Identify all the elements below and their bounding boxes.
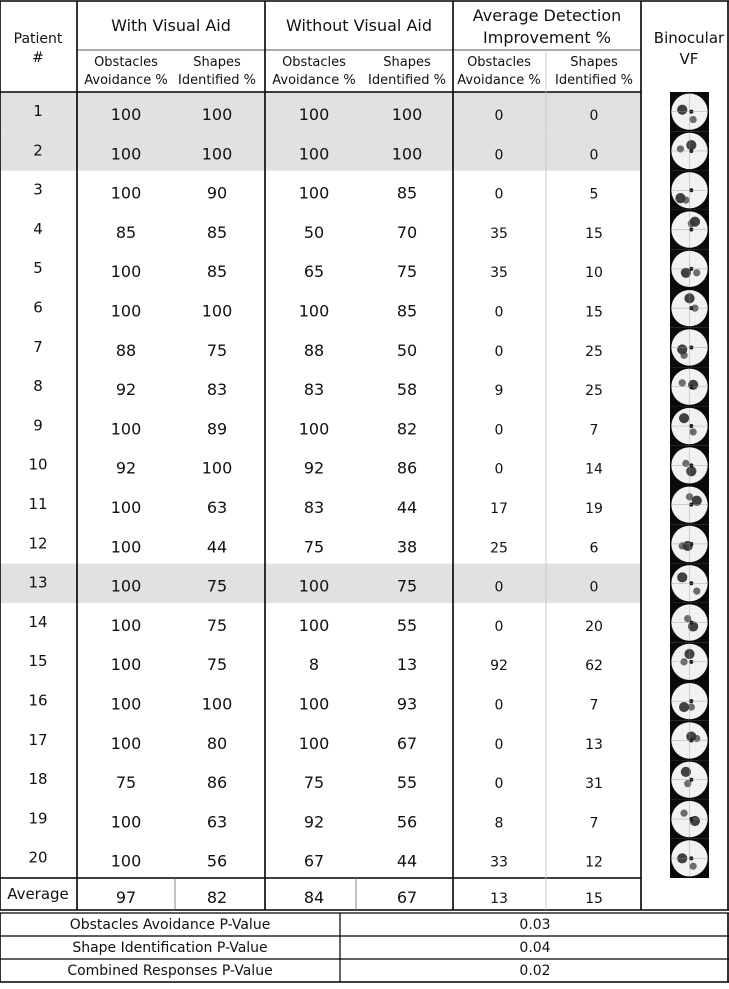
without-aid-obstacles-cell: 83 [303, 498, 325, 517]
with-aid-obstacles-cell: 92 [115, 380, 137, 400]
vf-scotoma [679, 413, 689, 423]
improvement-header: Average Detection [472, 6, 622, 25]
patient-number: 17 [28, 730, 48, 749]
improvement-obstacles-cell: 33 [490, 854, 508, 871]
without-aid-obstacles-cell: 92 [303, 812, 325, 832]
with-aid-shapes-cell: 56 [206, 851, 228, 871]
with-aid-obstacles-cell: 100 [110, 733, 142, 753]
improvement-shapes-cell: 0 [589, 108, 599, 124]
patient-number: 2 [33, 141, 43, 160]
without-aid-shapes-cell: 56 [396, 812, 418, 832]
shapes-subheader-line2: Identified % [368, 73, 446, 88]
without-aid-obstacles-cell: 75 [303, 537, 325, 557]
obstacles-subheader-line2: Avoidance % [272, 73, 356, 88]
p-value: 0.02 [519, 963, 551, 979]
vf-scotoma [688, 220, 695, 227]
without-aid-obstacles-cell: 100 [298, 419, 330, 439]
improvement-shapes-cell: 6 [589, 540, 599, 557]
with-aid-obstacles-cell: 100 [110, 144, 142, 164]
with-aid-obstacles-cell: 92 [115, 458, 137, 478]
p-value-table [67, 917, 550, 979]
table-row [28, 652, 602, 674]
improvement-obstacles-cell: 8 [494, 815, 504, 832]
improvement-obstacles-cell: 25 [490, 540, 508, 557]
p-value-label: Combined Responses P-Value [67, 963, 273, 979]
improvement-shapes-cell: 7 [589, 697, 599, 714]
without-aid-shapes-cell: 67 [396, 733, 418, 753]
average-without-aid-shapes: 67 [396, 888, 418, 907]
shapes-subheader-line2: Identified % [178, 73, 256, 88]
vf-scotoma [690, 428, 697, 435]
improvement-obstacles-cell: 0 [494, 697, 504, 714]
patient-number: 1 [33, 102, 43, 120]
p-value-row [67, 963, 550, 979]
vf-scotoma [693, 269, 700, 276]
with-aid-shapes-cell: 85 [206, 262, 228, 282]
improvement-shapes-cell: 20 [585, 618, 603, 635]
without-aid-shapes-cell: 55 [396, 773, 418, 793]
without-aid-shapes-cell: 50 [396, 340, 418, 360]
with-aid-obstacles-cell: 100 [110, 301, 142, 321]
with-aid-shapes-cell: 86 [206, 773, 228, 793]
binocular-vf-header: Binocular [653, 29, 725, 47]
improvement-shapes-cell: 15 [585, 304, 603, 321]
improvement-shapes-cell: 10 [585, 265, 603, 282]
average-with-aid-obstacles: 97 [115, 888, 137, 907]
improvement-shapes-cell: 12 [585, 854, 603, 871]
improvement-obstacles-cell: 0 [494, 304, 504, 321]
improvement-shapes-cell: 31 [585, 776, 603, 793]
improvement-obstacles-cell: 9 [494, 383, 504, 400]
without-aid-shapes-cell: 93 [396, 694, 418, 714]
with-aid-shapes-cell: 75 [206, 576, 228, 596]
without-aid-obstacles-cell: 83 [303, 380, 325, 400]
table-row [28, 456, 603, 478]
without-aid-shapes-cell: 13 [396, 655, 418, 675]
table-row [33, 338, 603, 360]
average-improvement-obstacles: 13 [490, 891, 508, 907]
improvement-obstacles-cell: 0 [494, 186, 504, 203]
without-aid-obstacles-cell: 100 [298, 576, 330, 596]
table-row [28, 495, 602, 517]
table-header [14, 6, 725, 88]
table-row [28, 613, 602, 635]
binocular-vf-images [670, 92, 709, 878]
average-label: Average [7, 885, 69, 903]
table-row [28, 770, 602, 792]
table-row [28, 809, 598, 831]
with-aid-shapes-cell: 100 [201, 301, 233, 321]
with-aid-shapes-cell: 89 [206, 419, 228, 439]
patient-number: 16 [28, 691, 48, 710]
table-row [28, 692, 598, 714]
with-aid-shapes-cell: 83 [206, 380, 228, 400]
patient-number: 5 [33, 259, 43, 278]
with-aid-obstacles-cell: 100 [110, 183, 142, 203]
table-row [33, 220, 603, 242]
average-improvement-shapes: 15 [585, 891, 603, 907]
table-row [33, 299, 603, 321]
improvement-obstacles-cell: 0 [494, 776, 504, 793]
improvement-obstacles-cell: 0 [494, 108, 504, 124]
improvement-obstacles-cell: 0 [494, 618, 504, 635]
without-aid-obstacles-cell: 100 [298, 694, 330, 714]
vf-scotoma [682, 196, 689, 203]
with-aid-shapes-cell: 75 [206, 615, 228, 635]
with-aid-obstacles-cell: 100 [110, 694, 142, 714]
vf-scotoma [680, 810, 687, 817]
p-value-label: Shape Identification P-Value [72, 940, 268, 956]
without-aid-obstacles-cell: 65 [303, 262, 325, 282]
patient-number: 13 [28, 573, 48, 592]
patient-number: 9 [33, 416, 43, 435]
without-aid-obstacles-cell: 67 [303, 851, 325, 871]
without-aid-shapes-cell: 85 [396, 301, 418, 321]
without-aid-shapes-cell: 44 [396, 851, 418, 871]
without-aid-shapes-cell: 75 [396, 262, 418, 282]
patient-number: 15 [28, 652, 48, 671]
vf-scotoma [679, 379, 686, 386]
patient-number: 19 [28, 809, 48, 828]
with-aid-obstacles-cell: 100 [110, 851, 142, 871]
average-row [7, 885, 603, 907]
without-aid-obstacles-cell: 100 [298, 183, 330, 203]
without-aid-shapes-cell: 86 [396, 458, 418, 478]
without-aid-shapes-cell: 82 [396, 419, 418, 439]
without-aid-obstacles-cell: 100 [298, 615, 330, 635]
obstacles-subheader: Obstacles [282, 55, 346, 70]
improvement-shapes-cell: 25 [585, 343, 603, 360]
with-aid-shapes-cell: 100 [201, 144, 233, 164]
without-aid-obstacles-cell: 88 [303, 340, 325, 360]
with-aid-obstacles-cell: 100 [110, 537, 142, 557]
vf-scotoma [679, 702, 689, 712]
improvement-shapes-cell: 7 [589, 815, 599, 832]
with-aid-obstacles-cell: 100 [110, 105, 142, 124]
with-aid-obstacles-cell: 100 [110, 615, 142, 635]
without-aid-obstacles-cell: 100 [298, 144, 330, 164]
p-value-label: Obstacles Avoidance P-Value [69, 917, 271, 933]
with-aid-shapes-cell: 44 [206, 537, 228, 557]
table-body [28, 102, 603, 871]
improvement-shapes-cell: 5 [589, 186, 599, 203]
patient-number: 11 [28, 495, 48, 513]
shapes-subheader: Shapes [193, 55, 241, 70]
vf-scotoma [686, 140, 696, 150]
with-aid-shapes-cell: 100 [201, 105, 233, 124]
with-aid-shapes-cell: 63 [206, 498, 228, 517]
obstacles-subheader: Obstacles [467, 55, 531, 70]
improvement-obstacles-cell: 17 [490, 501, 508, 517]
improvement-shapes-cell: 13 [585, 736, 603, 753]
without-aid-obstacles-cell: 8 [308, 655, 320, 675]
improvement-shapes-cell: 0 [589, 579, 599, 596]
patient-number: 7 [33, 337, 43, 356]
improvement-shapes-cell: 0 [589, 147, 599, 164]
with-aid-shapes-cell: 75 [206, 655, 228, 675]
without-visual-aid-header: Without Visual Aid [285, 16, 433, 35]
patient-number: 20 [28, 848, 48, 867]
patient-number: 12 [28, 534, 48, 553]
improvement-header-line2: Improvement % [483, 28, 611, 47]
with-aid-shapes-cell: 100 [201, 694, 233, 714]
improvement-shapes-cell: 19 [585, 501, 603, 517]
with-visual-aid-header: With Visual Aid [111, 16, 231, 35]
with-aid-shapes-cell: 85 [206, 222, 228, 242]
vf-scotoma [677, 105, 687, 115]
binocular-vf-header-line2: VF [679, 50, 699, 68]
table-row [28, 731, 602, 753]
improvement-obstacles-cell: 0 [494, 147, 504, 164]
without-aid-shapes-cell: 38 [396, 537, 418, 557]
improvement-obstacles-cell: 0 [494, 422, 504, 439]
patient-number: 3 [33, 180, 43, 199]
patient-number: 14 [28, 612, 48, 631]
without-aid-shapes-cell: 85 [396, 183, 418, 203]
p-value-row [72, 940, 550, 956]
vf-scotoma [686, 466, 696, 476]
with-aid-shapes-cell: 80 [206, 733, 228, 753]
average-without-aid-obstacles: 84 [303, 888, 325, 907]
without-aid-obstacles-cell: 92 [303, 458, 325, 478]
with-aid-obstacles-cell: 85 [115, 222, 137, 242]
obstacles-subheader: Obstacles [94, 55, 158, 70]
table-row [33, 181, 598, 203]
with-aid-obstacles-cell: 100 [110, 498, 142, 517]
with-aid-obstacles-cell: 75 [115, 773, 137, 793]
without-aid-obstacles-cell: 50 [303, 222, 325, 242]
patient-header-hash: # [32, 50, 44, 66]
with-aid-obstacles-cell: 88 [115, 340, 137, 360]
average-with-aid-shapes: 82 [206, 888, 228, 907]
without-aid-obstacles-cell: 100 [298, 301, 330, 321]
improvement-shapes-cell: 25 [585, 383, 603, 400]
improvement-obstacles-cell: 0 [494, 461, 504, 478]
vf-scotoma [680, 352, 687, 359]
improvement-shapes-cell: 15 [585, 225, 603, 242]
p-value-row [70, 917, 551, 933]
without-aid-obstacles-cell: 100 [298, 733, 330, 753]
obstacles-subheader-line2: Avoidance % [84, 73, 168, 88]
without-aid-obstacles-cell: 75 [303, 773, 325, 793]
improvement-shapes-cell: 14 [585, 461, 603, 478]
improvement-shapes-cell: 62 [585, 658, 603, 675]
with-aid-shapes-cell: 90 [206, 183, 228, 203]
vf-scotoma [690, 863, 697, 870]
without-aid-shapes-cell: 70 [396, 222, 418, 242]
table-row [28, 534, 598, 556]
vf-scotoma [688, 703, 695, 710]
with-aid-obstacles-cell: 100 [110, 812, 142, 832]
without-aid-shapes-cell: 75 [396, 576, 418, 596]
vf-scotoma [693, 587, 700, 594]
without-aid-shapes-cell: 100 [391, 105, 423, 124]
patient-number: 4 [33, 219, 43, 238]
with-aid-shapes-cell: 100 [201, 458, 233, 478]
with-aid-obstacles-cell: 100 [110, 262, 142, 282]
vf-scotoma [682, 460, 689, 467]
with-aid-obstacles-cell: 100 [110, 655, 142, 675]
shapes-subheader: Shapes [383, 55, 431, 70]
improvement-shapes-cell: 7 [589, 422, 599, 439]
without-aid-obstacles-cell: 100 [298, 105, 330, 124]
shapes-subheader-line2: Identified % [555, 73, 633, 88]
table-row [33, 259, 603, 281]
without-aid-shapes-cell: 100 [391, 144, 423, 164]
improvement-obstacles-cell: 0 [494, 343, 504, 360]
improvement-obstacles-cell: 0 [494, 579, 504, 596]
obstacles-subheader-line2: Avoidance % [457, 73, 541, 88]
improvement-obstacles-cell: 0 [494, 736, 504, 753]
patient-number: 6 [33, 298, 43, 317]
patient-header: Patient [13, 31, 63, 47]
patient-number: 10 [28, 455, 48, 474]
table-row [33, 377, 603, 399]
vf-scotoma [677, 572, 687, 582]
improvement-obstacles-cell: 35 [490, 265, 508, 282]
table-row [28, 849, 602, 871]
vf-scotoma [679, 542, 686, 549]
patient-number: 8 [33, 377, 43, 396]
with-aid-shapes-cell: 63 [206, 812, 228, 832]
vf-scotoma [690, 116, 697, 123]
table-row [33, 416, 598, 438]
with-aid-obstacles-cell: 100 [110, 419, 142, 439]
with-aid-obstacles-cell: 100 [110, 576, 142, 596]
improvement-obstacles-cell: 92 [490, 658, 508, 675]
p-value: 0.04 [519, 940, 551, 956]
improvement-obstacles-cell: 35 [490, 225, 508, 242]
p-value: 0.03 [519, 917, 551, 933]
patient-number: 18 [28, 770, 48, 789]
without-aid-shapes-cell: 58 [396, 380, 418, 400]
without-aid-shapes-cell: 55 [396, 615, 418, 635]
shapes-subheader: Shapes [570, 55, 618, 70]
without-aid-shapes-cell: 44 [396, 498, 418, 517]
with-aid-shapes-cell: 75 [206, 340, 228, 360]
vf-scotoma [677, 145, 684, 152]
vf-scotoma [693, 735, 700, 742]
